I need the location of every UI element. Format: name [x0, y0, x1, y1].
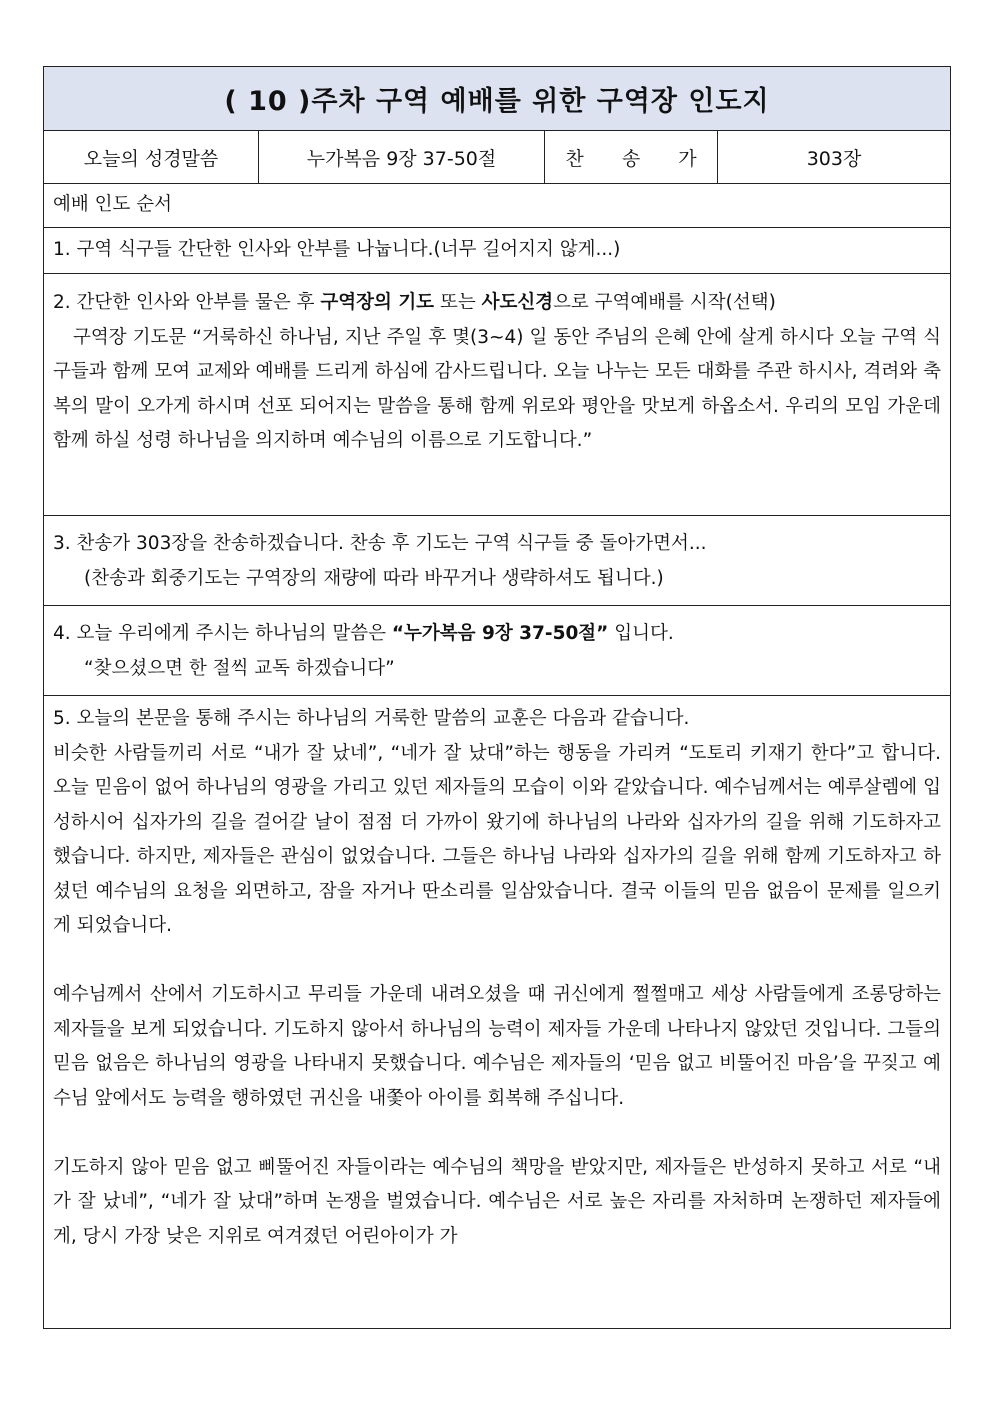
step-5-line1: 5. 오늘의 본문을 통해 주시는 하나님의 거룩한 말씀의 교훈은 다음과 같습니다.: [53, 708, 690, 729]
step-4-line1: 4. 오늘 우리에게 주시는 하나님의 말씀은 “누가복음 9장 37-50절” 입니다.: [53, 623, 674, 644]
page-title: ( 10 )주차 구역 예배를 위한 구역장 인도지: [44, 67, 950, 131]
step-3-note: (찬송과 회중기도는 구역장의 재량에 따라 바꾸거나 생략하셔도 됩니다.): [84, 567, 664, 589]
step-5: [44, 696, 950, 1328]
step-5-paragraph-1: 비슷한 사람들끼리 서로 “내가 잘 났네”, “네가 잘 났대”하는 행동을 가리켜 “도토리 키재기 한다”고 합니다. 오늘 믿음이 없어 하나님의 영광을 가리고 있던 제자들의 모습이 이와 같았습니다. 예수님께서는 예루살렘에 입성하시어 십자가의 길을 걸어갈 날이 점점 더 가까이 왔기에 하나님의 나라와 십자가의 길을 위해 기도하자고 했습니다. 하지만, 제자들은 관심이 없었습니다. 그들은 하나님 나라와 십자가의 길을 위해 함께 기도하자고 하셨던 예수님의 요청을 외면하고, 잠을 자거나 딴소리를 일삼았습니다. 결국 이들의 믿음 없음이 문제를 일으키게 되었습니다.: [53, 742, 941, 936]
step-5-paragraph-2: 예수님께서 산에서 기도하시고 무리들 가운데 내려오셨을 때 귀신에게 쩔쩔매고 세상 사람들에게 조롱당하는 제자들을 보게 되었습니다. 기도하지 않아서 하나님의 능력이 제자들 가운데 나타나지 않았던 것입니다. 그들의 믿음 없음은 하나님의 영광을 나타내지 못했습니다. 예수님은 제자들의 ‘믿음 없고 비뚤어진 마음’을 꾸짖고 예수님 앞에서도 능력을 행하였던 귀신을 내쫓아 아이를 회복해 주십니다.: [53, 984, 941, 1109]
hymn-label: 찬 송 가: [545, 131, 718, 183]
step-5-paragraph-3: 기도하지 않아 믿음 없고 삐뚤어진 자들이라는 예수님의 책망을 받았지만, 제자들은 반성하지 못하고 서로 “내가 잘 났네”, “네가 잘 났대”하며 논쟁을 벌였습니다. 예수님은 서로 높은 자리를 자처하며 논쟁하던 제자들에게, 당시 가장 낮은 지위로 여겨졌던 어린아이가 가: [53, 1156, 941, 1247]
order-heading: 예배 인도 순서: [44, 184, 950, 228]
info-row: [44, 131, 950, 184]
step-2: [44, 274, 950, 516]
worship-guide-table: [43, 66, 951, 1329]
step-2-prayer: 구역장 기도문 “거룩하신 하나님, 지난 주일 후 몇(3~4) 일 동안 주님의 은혜 안에 살게 하시다 오늘 구역 식구들과 함께 모여 교제와 예배를 드리게 하심에 감사드립니다. 오늘 나누는 모든 대화를 주관 하시사, 격려와 축복의 말이 오가게 하시며 선포 되어지는 말씀을 통해 함께 위로와 평안을 맛보게 하옵소서. 우리의 모임 가운데 함께 하실 성령 하나님을 의지하며 예수님의 이름으로 기도합니다.”: [53, 326, 941, 451]
hymn-value: 303장: [806, 147, 862, 170]
step-2-intro: 2. 간단한 인사와 안부를 물은 후 구역장의 기도 또는 사도신경으로 구역예배를 시작(선택): [53, 292, 776, 313]
step-4-line2: “찾으셨으면 한 절씩 교독 하겠습니다”: [84, 657, 395, 679]
scripture-label: 오늘의 성경말씀: [44, 131, 259, 183]
step-3-line1: 3. 찬송가 303장을 찬송하겠습니다. 찬송 후 기도는 구역 식구들 중 돌아가면서...: [53, 533, 707, 554]
step-1: 1. 구역 식구들 간단한 인사와 안부를 나눕니다.(너무 길어지지 않게...): [44, 228, 950, 274]
scripture-value: 누가복음 9장 37-50절: [259, 131, 545, 183]
step-4: [44, 606, 950, 696]
step-3: [44, 516, 950, 606]
